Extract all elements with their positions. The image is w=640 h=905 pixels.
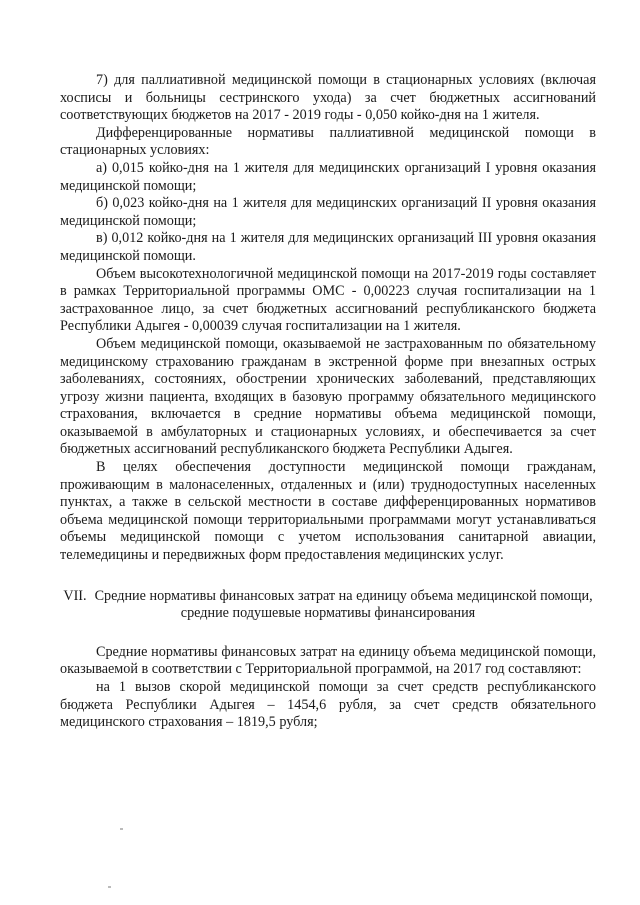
section-heading [60, 588, 596, 623]
paragraph-level-2: б) 0,023 койко-дня на 1 жителя для медицинских организаций II уровня оказания медицинской помощи; [60, 195, 596, 229]
document-body [60, 72, 596, 732]
paragraph-level-3: в) 0,012 койко-дня на 1 жителя для медицинских организаций III уровня оказания медицинской помощи. [60, 230, 596, 264]
paragraph-accessibility: В целях обеспечения доступности медицинской помощи гражданам, проживающим в малонаселенных, отдаленных и (или) труднодоступных населенных пунктах, а также в сельской местности в составе дифференцированных нормативов объема медицинской помощи территориальными программами могут устанавливаться объемы медицинской помощи с учетом использования санитарной авиации, телемедицины и передвижных форм предоставления медицинских услуг. [60, 459, 596, 564]
scan-speck [108, 886, 111, 888]
paragraph-high-tech: Объем высокотехнологичной медицинской помощи на 2017-2019 годы составляет в рамках Территориальной программы ОМС - 0,00223 случая госпитализации на 1 застрахованное лицо, за счет бюджетных ассигнований республиканского бюджета Республики Адыгея - 0,00039 случая госпитализации на 1 жителя. [60, 265, 596, 335]
paragraph-financial-norms: Средние нормативы финансовых затрат на единицу объема медицинской помощи, оказываемой в соответствии с Территориальной программой, на 2017 год составляют: [60, 643, 596, 678]
paragraph-uninsured: Объем медицинской помощи, оказываемой не застрахованным по обязательному медицинскому страхованию гражданам в экстренной форме при внезапных острых заболеваниях, состояниях, обострении хронических заболеваний, представляющих угрозу жизни пациента, входящих в базовую программу обязательного медицинского страхования, включается в средние нормативы объема медицинской помощи, оказываемой в амбулаторных и стационарных условиях, и обеспечивается за счет бюджетных ассигнований республиканского бюджета Республики Адыгея. [60, 335, 596, 458]
scan-speck [120, 828, 123, 830]
section-title: Средние нормативы финансовых затрат на единицу объема медицинской помощи, средние подушевые нормативы финансирования [94, 587, 593, 622]
paragraph-ambulance-cost: на 1 вызов скорой медицинской помощи за счет средств республиканского бюджета Республики Адыгея – 1454,6 рубля, за счет средств обязательного медицинского страхования – 1819,5 рубля; [60, 679, 596, 731]
section-number: VII. [63, 587, 87, 604]
paragraph-level-1: а) 0,015 койко-дня на 1 жителя для медицинских организаций I уровня оказания медицинской помощи; [60, 159, 596, 194]
paragraph-differentiated: Дифференцированные нормативы паллиативной медицинской помощи в стационарных условиях: [60, 124, 596, 159]
paragraph-palliative: 7) для паллиативной медицинской помощи в стационарных условиях (включая хосписы и больницы сестринского ухода) за счет бюджетных ассигнований соответствующих бюджетов на 2017 - 2019 годы - 0,050 койко-дня на 1 жителя. [60, 72, 596, 124]
